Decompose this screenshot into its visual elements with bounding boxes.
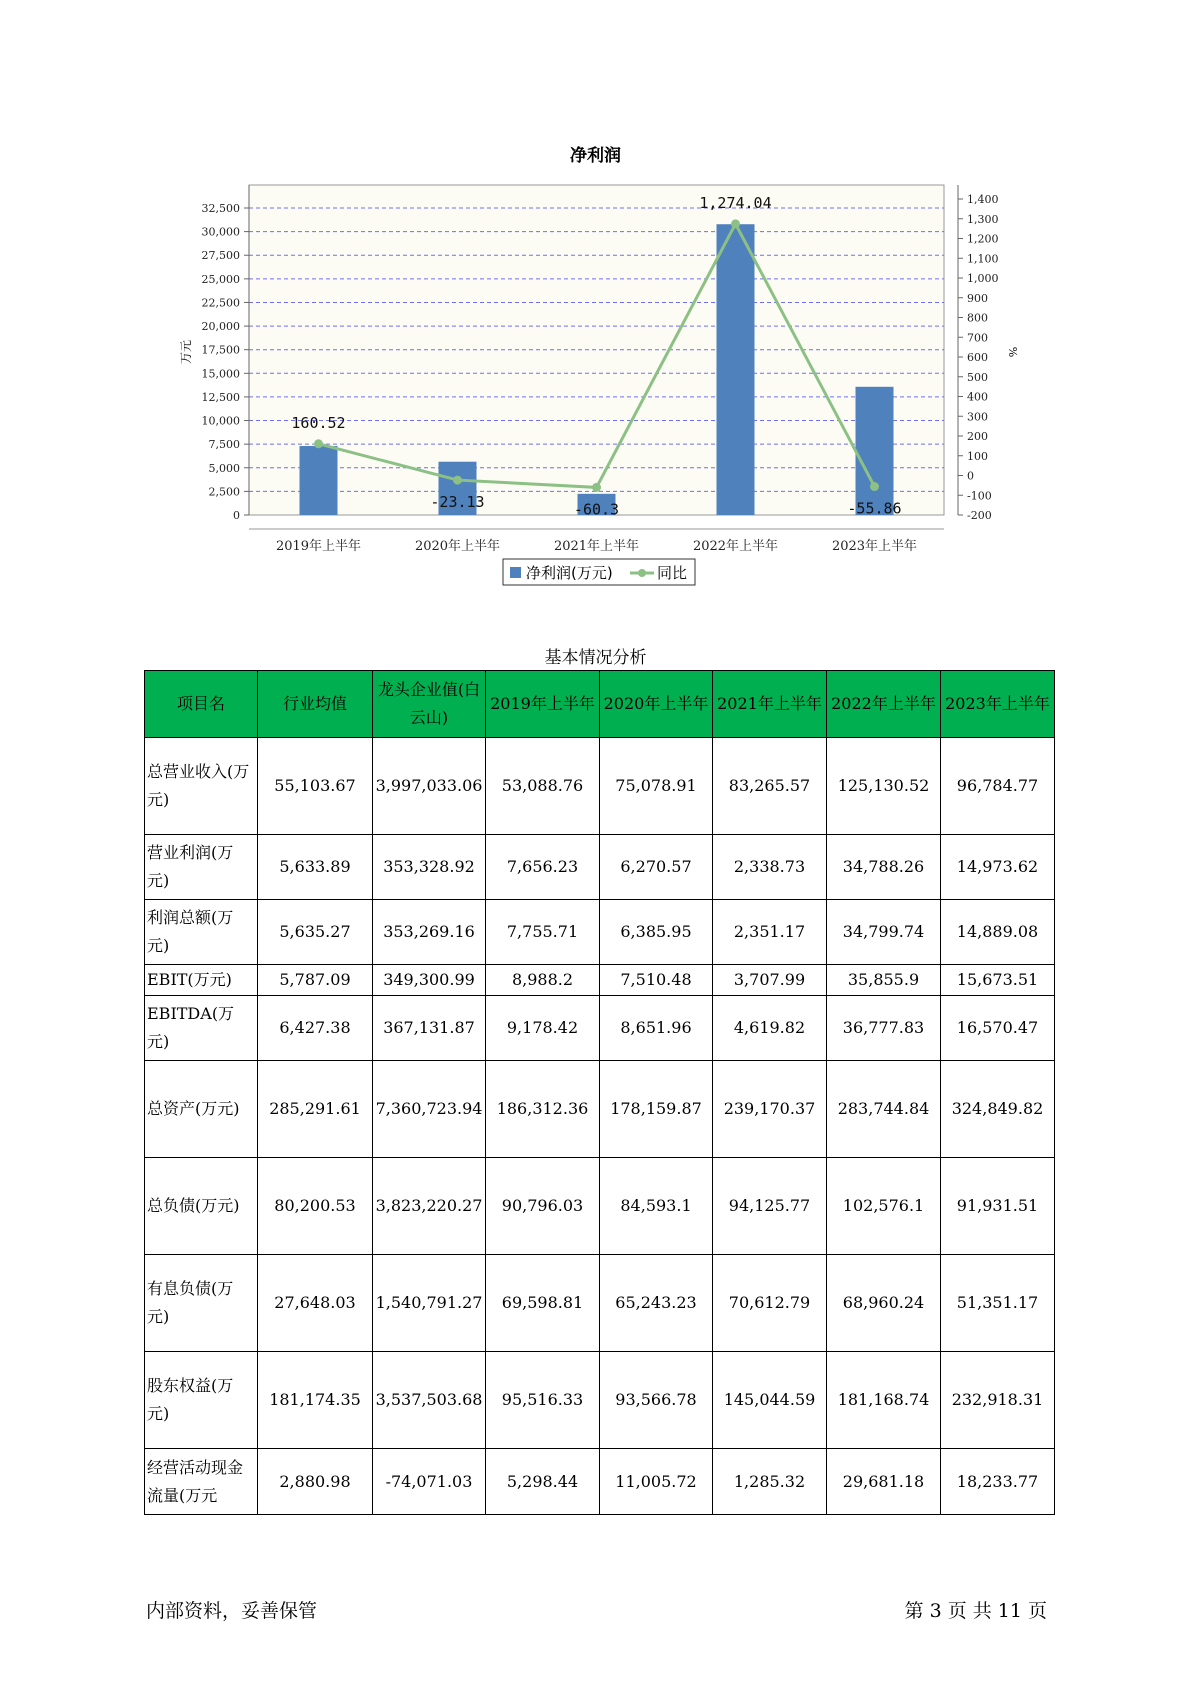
table-header-cell: 2021年上半年 <box>713 671 827 738</box>
table-cell: 8,988.2 <box>486 965 600 996</box>
right-tick-label: 200 <box>967 430 988 443</box>
left-tick-label: 20,000 <box>201 320 240 334</box>
table-cell: 5,787.09 <box>258 965 373 996</box>
table-header-cell: 2022年上半年 <box>827 671 941 738</box>
table-cell: 7,755.71 <box>486 900 600 965</box>
table-cell: 232,918.31 <box>941 1352 1055 1449</box>
right-axis <box>958 185 999 522</box>
row-label: 利润总额(万元) <box>145 900 258 965</box>
right-tick-label: 0 <box>967 469 974 483</box>
right-tick-label: 300 <box>967 410 988 424</box>
table-header-cell: 2023年上半年 <box>941 671 1055 738</box>
table-cell: 178,159.87 <box>600 1061 713 1158</box>
table-cell: 283,744.84 <box>827 1061 941 1158</box>
table-cell: 34,799.74 <box>827 900 941 965</box>
right-axis-label: % <box>1006 346 1019 358</box>
table-row <box>145 1449 1055 1515</box>
data-label: -55.86 <box>847 499 902 518</box>
right-tick-label: 1,000 <box>967 272 999 285</box>
right-tick-label: 800 <box>967 311 988 325</box>
table-cell: 7,656.23 <box>486 835 600 900</box>
table-cell: 181,174.35 <box>258 1352 373 1449</box>
left-tick-label: 5,000 <box>208 461 240 475</box>
table-header-row <box>145 671 1055 738</box>
right-tick-label: 700 <box>967 331 988 345</box>
table-cell: 84,593.1 <box>600 1158 713 1255</box>
left-tick-label: 32,500 <box>201 202 240 215</box>
table-cell: 8,651.96 <box>600 996 713 1061</box>
table-cell: 1,540,791.27 <box>373 1255 486 1352</box>
x-axis <box>249 529 944 554</box>
left-tick-label: 10,000 <box>201 414 240 428</box>
table-row <box>145 996 1055 1061</box>
table-cell: 3,707.99 <box>713 965 827 996</box>
table-header-cell: 2020年上半年 <box>600 671 713 738</box>
table-row <box>145 1061 1055 1158</box>
left-tick-label: 7,500 <box>208 438 240 452</box>
row-label: EBITDA(万元) <box>145 996 258 1061</box>
line-point <box>314 439 323 448</box>
legend-line-label: 同比 <box>657 564 688 582</box>
bar <box>717 224 755 515</box>
footer-page-number: 第 3 页 共 11 页 <box>904 1600 1047 1622</box>
legend-bar-swatch <box>510 567 521 578</box>
row-label: 有息负债(万元) <box>145 1255 258 1352</box>
table-cell: 11,005.72 <box>600 1449 713 1515</box>
table-cell: 65,243.23 <box>600 1255 713 1352</box>
table-cell: 55,103.67 <box>258 738 373 835</box>
line-point <box>453 476 462 485</box>
left-tick-label: 0 <box>233 509 240 522</box>
table-cell: 181,168.74 <box>827 1352 941 1449</box>
right-tick-label: 1,100 <box>967 252 999 266</box>
table-cell: 239,170.37 <box>713 1061 827 1158</box>
left-tick-label: 12,500 <box>201 390 240 404</box>
table-cell: 6,270.57 <box>600 835 713 900</box>
table-cell: 2,880.98 <box>258 1449 373 1515</box>
left-tick-label: 2,500 <box>208 485 240 499</box>
table-cell: 51,351.17 <box>941 1255 1055 1352</box>
row-label: 总负债(万元) <box>145 1158 258 1255</box>
table-cell: 2,338.73 <box>713 835 827 900</box>
right-tick-label: 1,200 <box>967 232 999 246</box>
table-row <box>145 738 1055 835</box>
legend <box>503 559 695 585</box>
table-cell: 3,997,033.06 <box>373 738 486 835</box>
table-row <box>145 1352 1055 1449</box>
left-axis-label: 万元 <box>179 339 193 365</box>
row-label: 总资产(万元) <box>145 1061 258 1158</box>
table-header-cell: 行业均值 <box>258 671 373 738</box>
table-cell: 16,570.47 <box>941 996 1055 1061</box>
table-cell: 3,823,220.27 <box>373 1158 486 1255</box>
table-cell: 353,269.16 <box>373 900 486 965</box>
x-tick-label: 2020年上半年 <box>414 539 501 554</box>
table-cell: 18,233.77 <box>941 1449 1055 1515</box>
row-label: 总营业收入(万元) <box>145 738 258 835</box>
left-tick-label: 22,500 <box>201 296 240 310</box>
table-cell: 83,265.57 <box>713 738 827 835</box>
table-cell: 53,088.76 <box>486 738 600 835</box>
right-tick-label: 100 <box>967 449 988 463</box>
table-cell: 80,200.53 <box>258 1158 373 1255</box>
line-point <box>592 483 601 492</box>
table-cell: 367,131.87 <box>373 996 486 1061</box>
table-cell: 94,125.77 <box>713 1158 827 1255</box>
left-axis <box>202 185 250 522</box>
legend-line-marker <box>638 569 646 577</box>
bar <box>856 387 894 515</box>
left-tick-label: 17,500 <box>201 343 240 357</box>
table-cell: 14,889.08 <box>941 900 1055 965</box>
table-header-cell: 项目名 <box>145 671 258 738</box>
left-tick-label: 15,000 <box>201 367 240 381</box>
table-row <box>145 965 1055 996</box>
row-label: EBIT(万元) <box>145 965 258 996</box>
table-cell: 145,044.59 <box>713 1352 827 1449</box>
table-cell: 102,576.1 <box>827 1158 941 1255</box>
x-tick-label: 2021年上半年 <box>553 539 640 554</box>
table-cell: 68,960.24 <box>827 1255 941 1352</box>
right-tick-label: 900 <box>967 291 988 305</box>
table-cell: 29,681.18 <box>827 1449 941 1515</box>
table-cell: 1,285.32 <box>713 1449 827 1515</box>
data-label: 160.52 <box>291 413 346 432</box>
bar <box>300 446 338 515</box>
line-point <box>870 482 879 491</box>
right-tick-label: 500 <box>967 370 988 384</box>
table-cell: 90,796.03 <box>486 1158 600 1255</box>
data-label: -60.3 <box>573 500 620 519</box>
table-row <box>145 1255 1055 1352</box>
table-cell: 4,619.82 <box>713 996 827 1061</box>
table-cell: 186,312.36 <box>486 1061 600 1158</box>
table-cell: 125,130.52 <box>827 738 941 835</box>
table-cell: 2,351.17 <box>713 900 827 965</box>
right-tick-label: 600 <box>967 351 988 364</box>
right-tick-label: 1,300 <box>967 212 999 226</box>
table-cell: 349,300.99 <box>373 965 486 996</box>
table-row <box>145 835 1055 900</box>
legend-bar-label: 净利润(万元) <box>526 564 613 582</box>
table-cell: 6,385.95 <box>600 900 713 965</box>
table-cell: 93,566.78 <box>600 1352 713 1449</box>
table-caption: 基本情况分析 <box>544 648 647 668</box>
row-label: 经营活动现金流量(万元 <box>145 1449 258 1515</box>
table-cell: 5,635.27 <box>258 900 373 965</box>
table-cell: 91,931.51 <box>941 1158 1055 1255</box>
x-tick-label: 2023年上半年 <box>831 539 918 554</box>
table-cell: 285,291.61 <box>258 1061 373 1158</box>
table-cell: 96,784.77 <box>941 738 1055 835</box>
table-cell: 14,973.62 <box>941 835 1055 900</box>
table-cell: 15,673.51 <box>941 965 1055 996</box>
table-header-cell: 2019年上半年 <box>486 671 600 738</box>
row-label: 股东权益(万元) <box>145 1352 258 1449</box>
right-tick-label: 400 <box>967 390 988 404</box>
x-tick-label: 2019年上半年 <box>275 539 362 554</box>
left-tick-label: 25,000 <box>201 272 240 286</box>
table-cell: 95,516.33 <box>486 1352 600 1449</box>
table-cell: 7,360,723.94 <box>373 1061 486 1158</box>
table-cell: 5,633.89 <box>258 835 373 900</box>
table-cell: 324,849.82 <box>941 1061 1055 1158</box>
table-row <box>145 900 1055 965</box>
line-point <box>731 219 740 228</box>
table-header-cell: 龙头企业值(白云山) <box>373 671 486 738</box>
row-label: 营业利润(万元) <box>145 835 258 900</box>
table-cell: 9,178.42 <box>486 996 600 1061</box>
data-label: 1,274.04 <box>699 193 772 212</box>
table-cell: 36,777.83 <box>827 996 941 1061</box>
table-cell: 69,598.81 <box>486 1255 600 1352</box>
table-cell: 3,537,503.68 <box>373 1352 486 1449</box>
basic-analysis-table <box>144 670 1055 1515</box>
table-cell: 353,328.92 <box>373 835 486 900</box>
left-tick-label: 30,000 <box>201 225 240 239</box>
table-cell: -74,071.03 <box>373 1449 486 1515</box>
left-tick-label: 27,500 <box>201 249 240 263</box>
table-cell: 5,298.44 <box>486 1449 600 1515</box>
table-cell: 35,855.9 <box>827 965 941 996</box>
right-tick-label: 1,400 <box>967 193 999 206</box>
footer-confidential: 内部资料，妥善保管 <box>146 1600 318 1622</box>
table-cell: 34,788.26 <box>827 835 941 900</box>
right-tick-label: -100 <box>967 489 992 503</box>
net-profit-chart <box>0 170 1191 590</box>
data-label: -23.13 <box>430 493 485 512</box>
chart-title: 净利润 <box>570 146 621 166</box>
right-tick-label: -200 <box>967 509 992 522</box>
table-cell: 6,427.38 <box>258 996 373 1061</box>
table-cell: 75,078.91 <box>600 738 713 835</box>
table-cell: 27,648.03 <box>258 1255 373 1352</box>
table-cell: 70,612.79 <box>713 1255 827 1352</box>
x-tick-label: 2022年上半年 <box>692 539 779 554</box>
table-cell: 7,510.48 <box>600 965 713 996</box>
table-row <box>145 1158 1055 1255</box>
